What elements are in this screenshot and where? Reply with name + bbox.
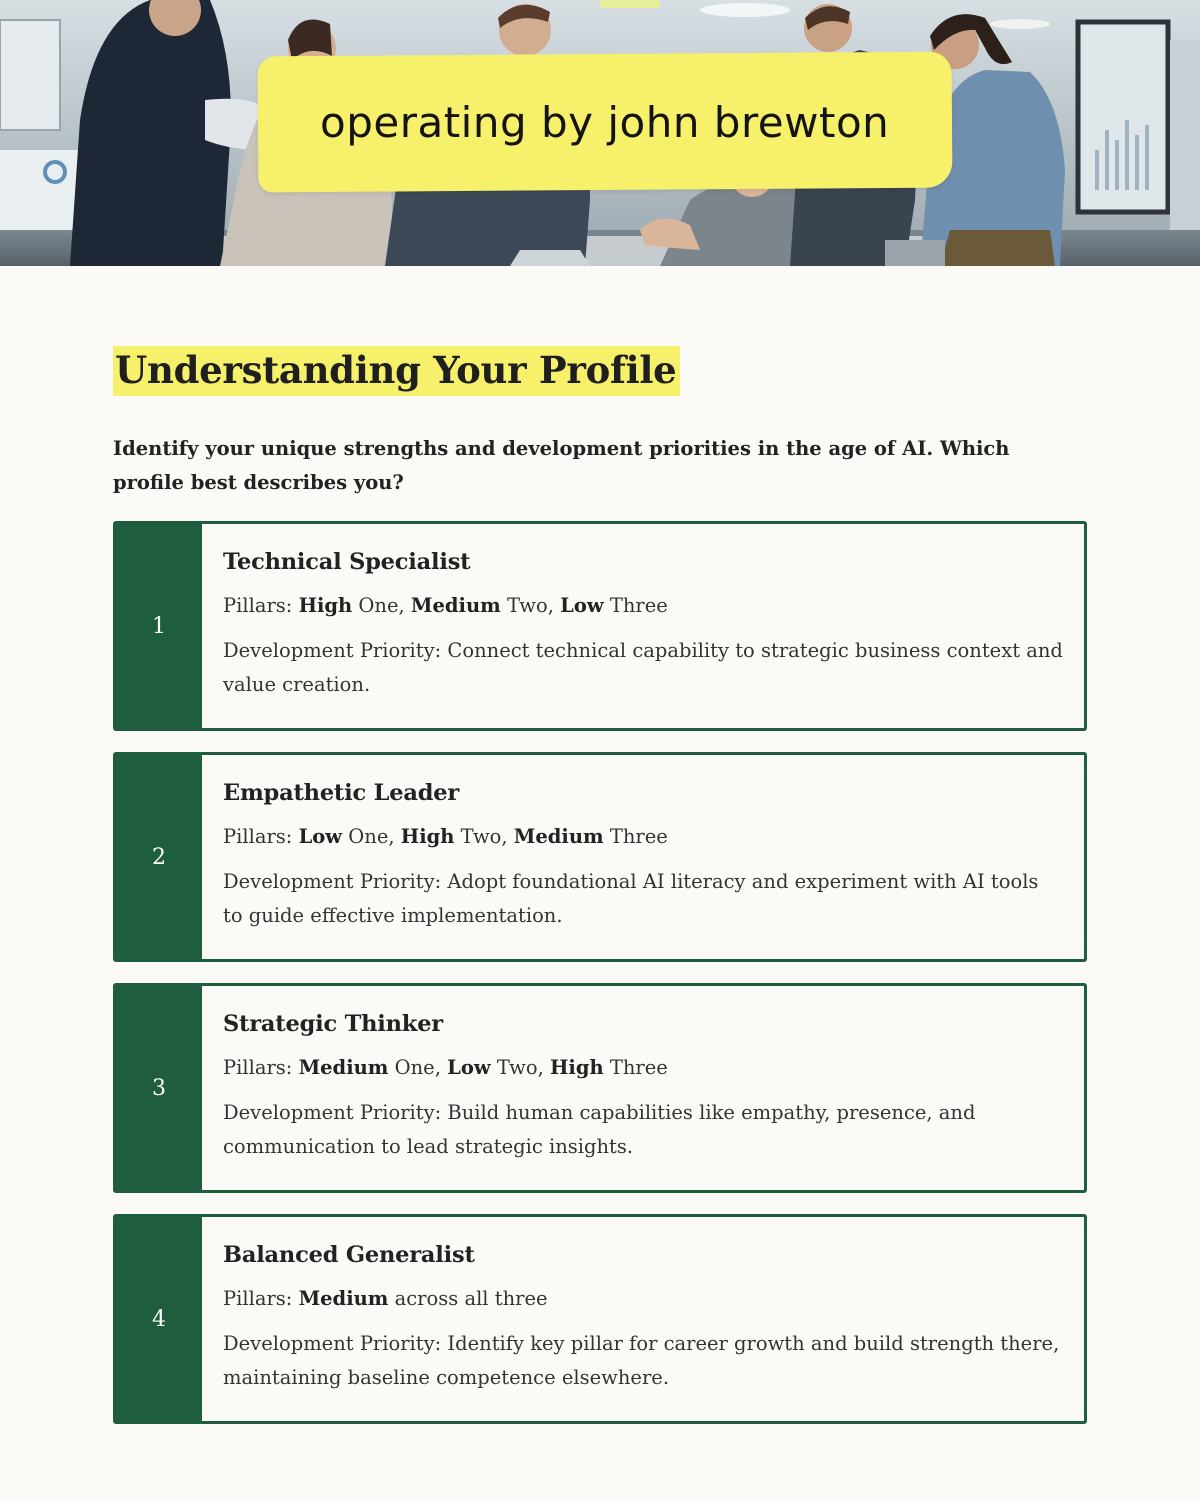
pillar-level: Medium [298, 1287, 389, 1310]
profile-number: 3 [116, 986, 202, 1190]
profile-section [113, 346, 1087, 1389]
hero-banner [0, 0, 1200, 266]
pillar-name: Three [609, 825, 668, 848]
profile-title: Empathetic Leader [223, 780, 460, 806]
pillar-name: Three [609, 594, 668, 617]
profile-title: Balanced Generalist [223, 1242, 475, 1268]
profile-pillars: Pillars: Medium across all three [223, 1287, 548, 1310]
profile-priority: Development Priority: Adopt foundational AI literacy and experiment with AI tools to guide effective implementation. [223, 870, 1039, 927]
profile-card-balanced-generalist [113, 1214, 1087, 1424]
profile-priority: Development Priority: Build human capabilities like empathy, presence, and communication to lead strategic insights. [223, 1101, 976, 1158]
profile-priority: Development Priority: Identify key pillar for career growth and build strength there, maintaining baseline competence elsewhere. [223, 1332, 1060, 1389]
pillar-level: Medium [298, 1056, 389, 1079]
section-intro: Identify your unique strengths and development priorities in the age of AI. Which profile best describes you? [113, 437, 1010, 494]
pillar-name: Three [609, 1056, 668, 1079]
pillar-level: Low [298, 825, 343, 848]
pillar-name: One [348, 825, 389, 848]
profile-title: Strategic Thinker [223, 1011, 443, 1037]
pillar-level: Low [560, 594, 604, 617]
profile-title: Technical Specialist [223, 549, 471, 575]
profile-pillars: Pillars: Medium One, Low Two, High Three [223, 1056, 668, 1079]
profile-card-technical-specialist [113, 521, 1087, 731]
pillar-level: High [550, 1056, 604, 1079]
profile-pillars: Pillars: High One, Medium Two, Low Three [223, 594, 668, 617]
profile-card-body [202, 986, 1084, 1190]
hero-title-tag [258, 52, 953, 193]
profile-number: 1 [116, 524, 202, 728]
pillar-level: High [298, 594, 353, 617]
pillar-level: Medium [410, 594, 501, 617]
pillar-level: Medium [513, 825, 604, 848]
profile-pillars: Pillars: Low One, High Two, Medium Three [223, 825, 668, 848]
pillar-name: Two [506, 594, 548, 617]
pillar-name: One [358, 594, 399, 617]
page-title: Understanding Your Profile [113, 346, 680, 396]
pillar-level: Low [447, 1056, 491, 1079]
profile-card-body [202, 524, 1084, 728]
profile-number: 2 [116, 755, 202, 959]
profile-card-body [202, 1217, 1084, 1421]
profile-card-strategic-thinker [113, 983, 1087, 1193]
profile-card-body [202, 755, 1084, 959]
profile-number: 4 [116, 1217, 202, 1421]
pillar-name: Two [496, 1056, 538, 1079]
pillar-name: Two [460, 825, 502, 848]
profile-priority: Development Priority: Connect technical capability to strategic business context and value creation. [223, 639, 1063, 696]
pillar-name: One [394, 1056, 435, 1079]
profile-card-empathetic-leader [113, 752, 1087, 962]
pillar-level: High [400, 825, 455, 848]
hero-title-text: operating by john brewton [320, 97, 890, 147]
pillar-name: across all three [394, 1287, 548, 1310]
